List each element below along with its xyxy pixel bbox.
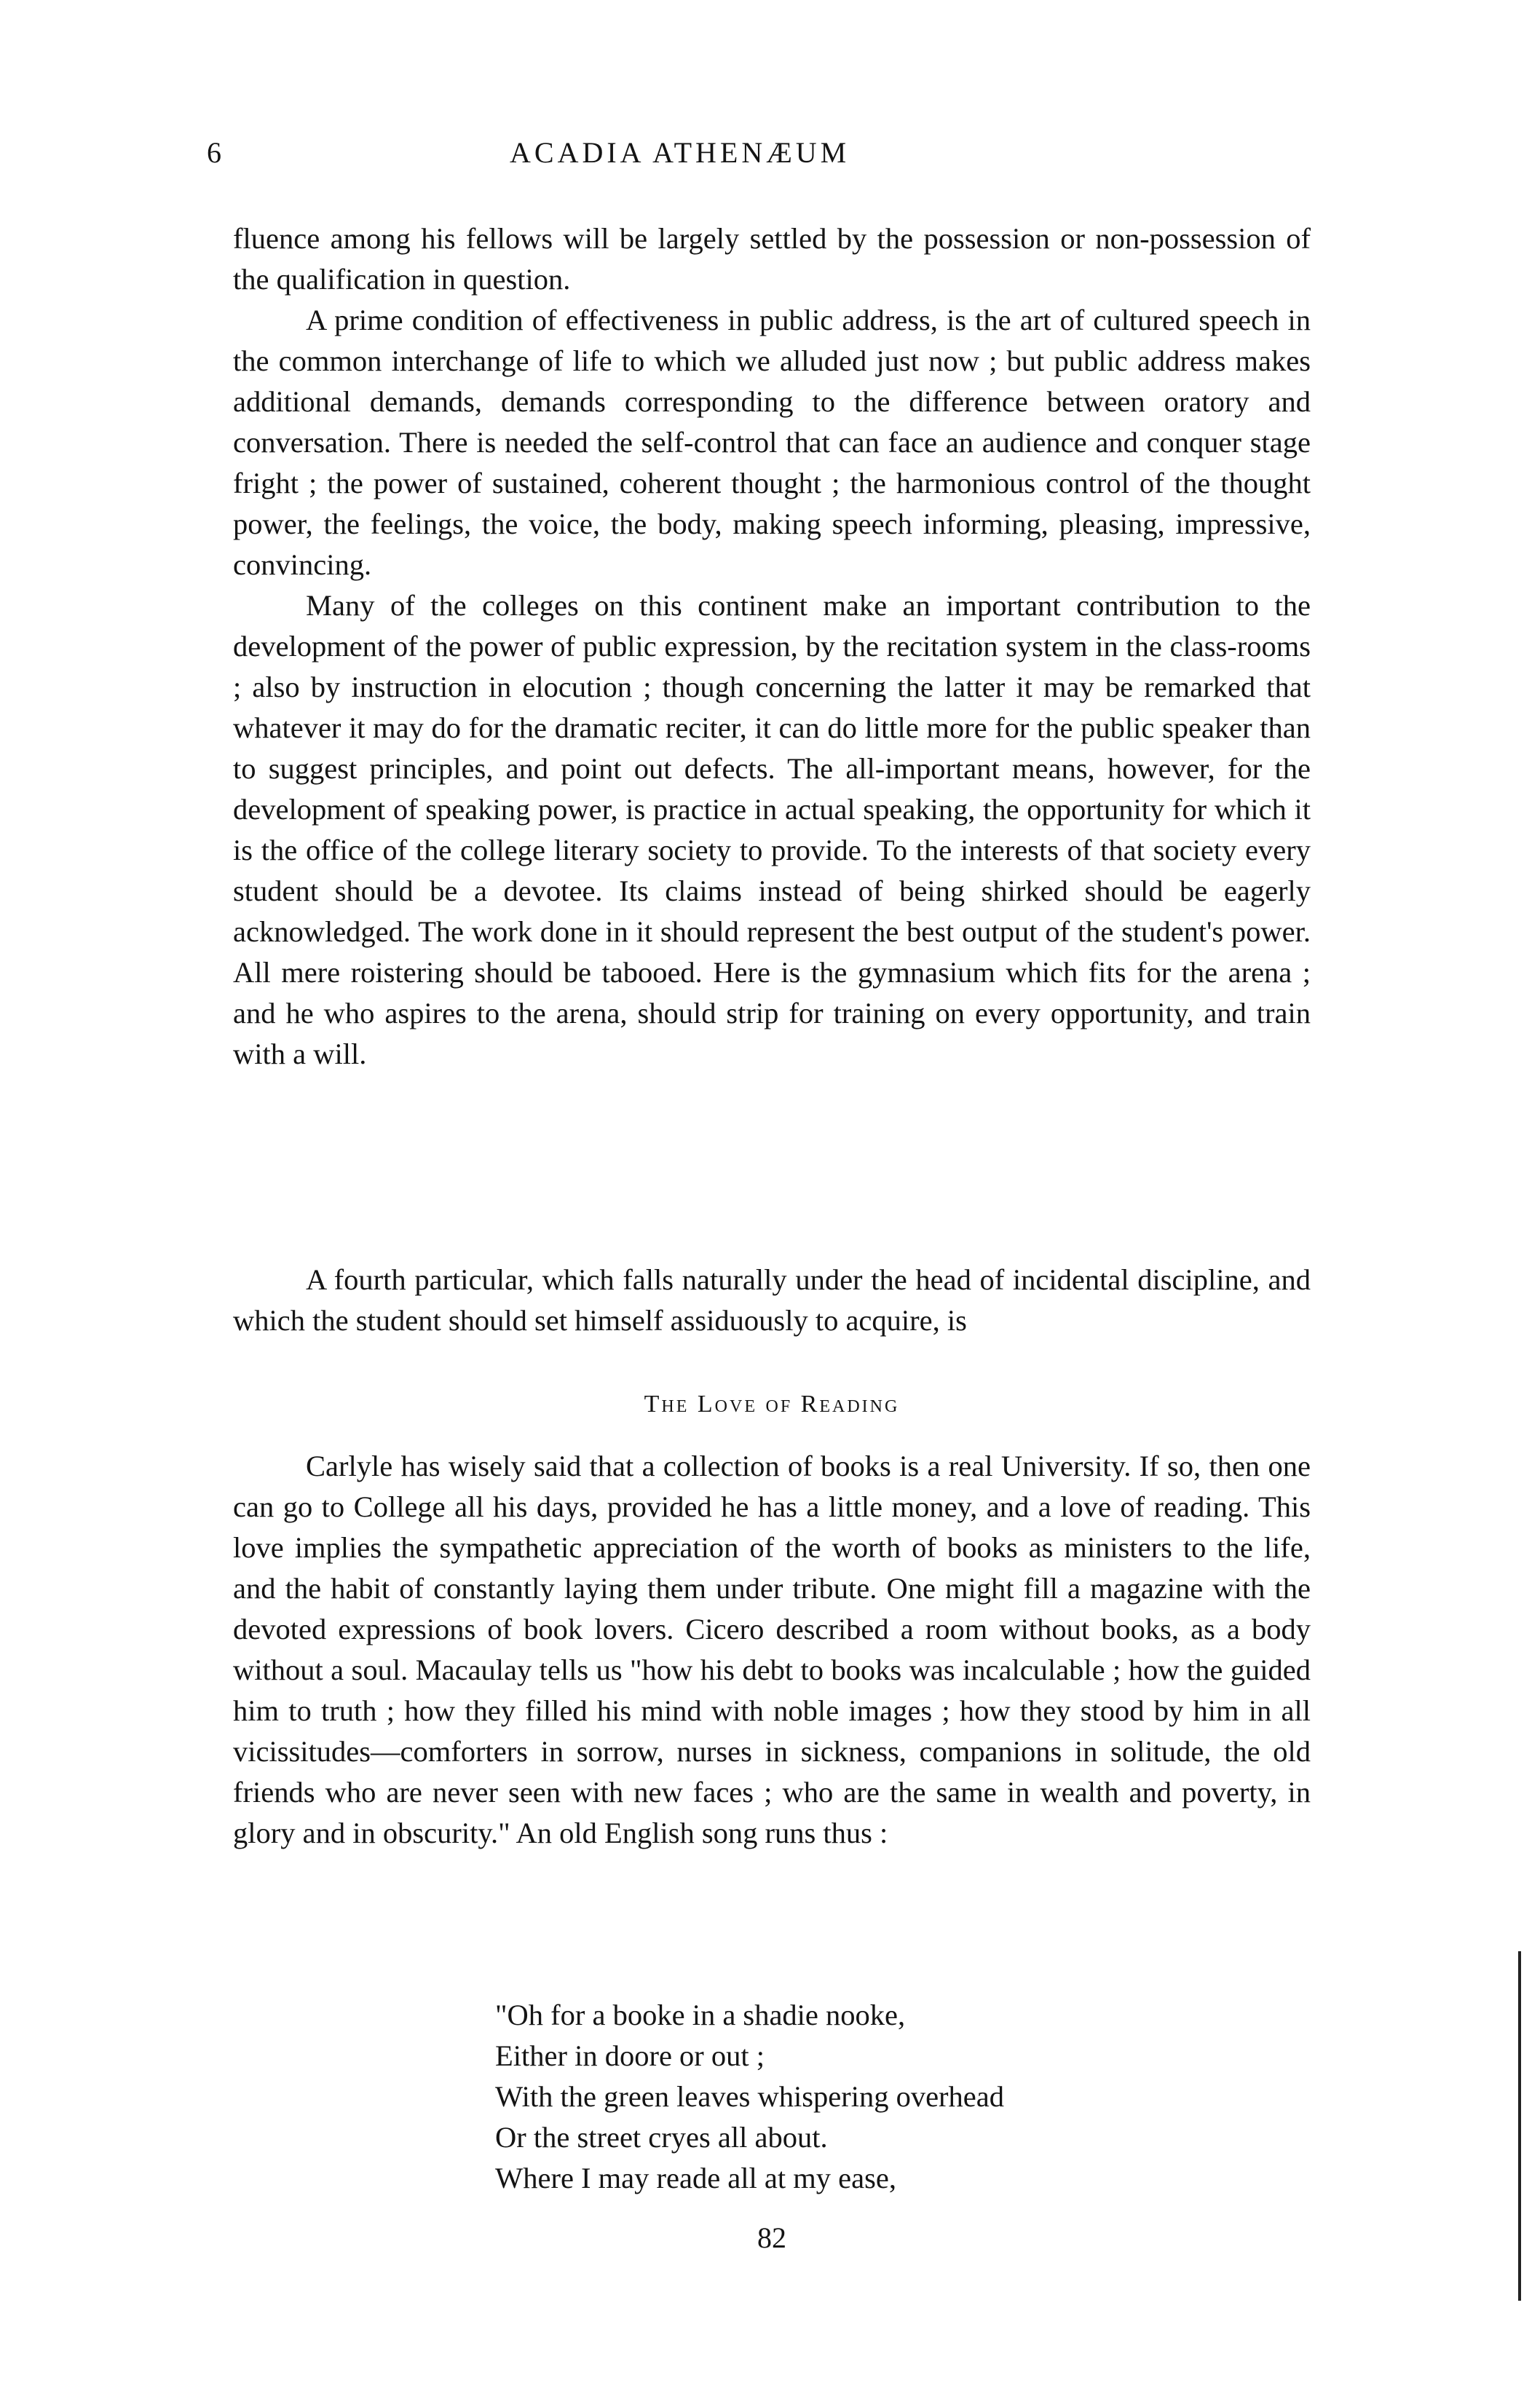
section-heading: The Love of Reading (644, 1391, 900, 1418)
page-number: 6 (207, 136, 221, 169)
verse-line: Either in doore or out ; (495, 2039, 765, 2072)
verse-line: With the green leaves whispering overhead (495, 2080, 1004, 2113)
verse-quotation (495, 1995, 1004, 2199)
paragraph: A fourth particular, which falls naturally under the head of incidental discipline, and which the student should set himself assiduously to acquire, is (233, 1263, 1311, 1337)
text-block-2 (233, 1260, 1311, 1341)
paragraph: fluence among his fellows will be largely settled by the possession or non-possession of the qualification in question. (233, 222, 1311, 296)
verse-line: Or the street cryes all about. (495, 2121, 828, 2154)
verse-line: Where I may reade all at my ease, (495, 2162, 896, 2194)
verse-line: "Oh for a booke in a shadie nooke, (495, 1999, 906, 2031)
paragraph: Many of the colleges on this continent make an important contribution to the development of the power of public expression, by the recitation system in the class-rooms ; also by instruction in elocution ; though concerning the latter it may be remarked that whatever it may do for the dramatic reciter, it can do little more for the public speaker than to suggest principles, and point out defects. The all-important means, however, for the development of speaking power, is practice in actual speaking, the opportunity for which it is the office of the college literary society to provide. To the interests of that society every student should be a devotee. Its claims instead of being shirked should be eagerly acknowledged. The work done in it should represent the best output of the student's power. All mere roistering should be tabooed. Here is the gymnasium which fits for the arena ; and he who aspires to the arena, should strip for training on every opportunity, and train with a will. (233, 589, 1311, 1070)
scan-edge-rule (1518, 1951, 1521, 2301)
text-block-3 (233, 1446, 1311, 1854)
folio-number: 82 (757, 2221, 786, 2254)
paragraph: A prime condition of effectiveness in public address, is the art of cultured speech in the common interchange of life to which we alluded just now ; but public address makes additional demands, demands corresponding to the difference between oratory and conversation. There is needed the self-control that can face an audience and conquer stage fright ; the power of sustained, coherent thought ; the harmonious control of the thought power, the feelings, the voice, the body, making speech informing, pleasing, impressive, convincing. (233, 304, 1311, 581)
paragraph: Carlyle has wisely said that a collection of books is a real University. If so, then one can go to College all his days, provided he has a little money, and a love of reading. This love implies the sympathetic appreciation of the worth of books as ministers to the life, and the habit of constantly laying them under tribute. One might fill a magazine with the devoted expressions of book lovers. Cicero described a room without books, as a body without a soul. Macaulay tells us "how his debt to books was incalculable ; how the guided him to truth ; how they filled his mind with noble images ; how they stood by him in all vicissitudes—comforters in sorrow, nurses in sickness, companions in solitude, the old friends who are never seen with new faces ; who are the same in wealth and poverty, in glory and in obscurity." An old English song runs thus : (233, 1450, 1311, 1849)
text-block-1 (233, 218, 1311, 1075)
running-title: ACADIA ATHENÆUM (510, 136, 850, 169)
